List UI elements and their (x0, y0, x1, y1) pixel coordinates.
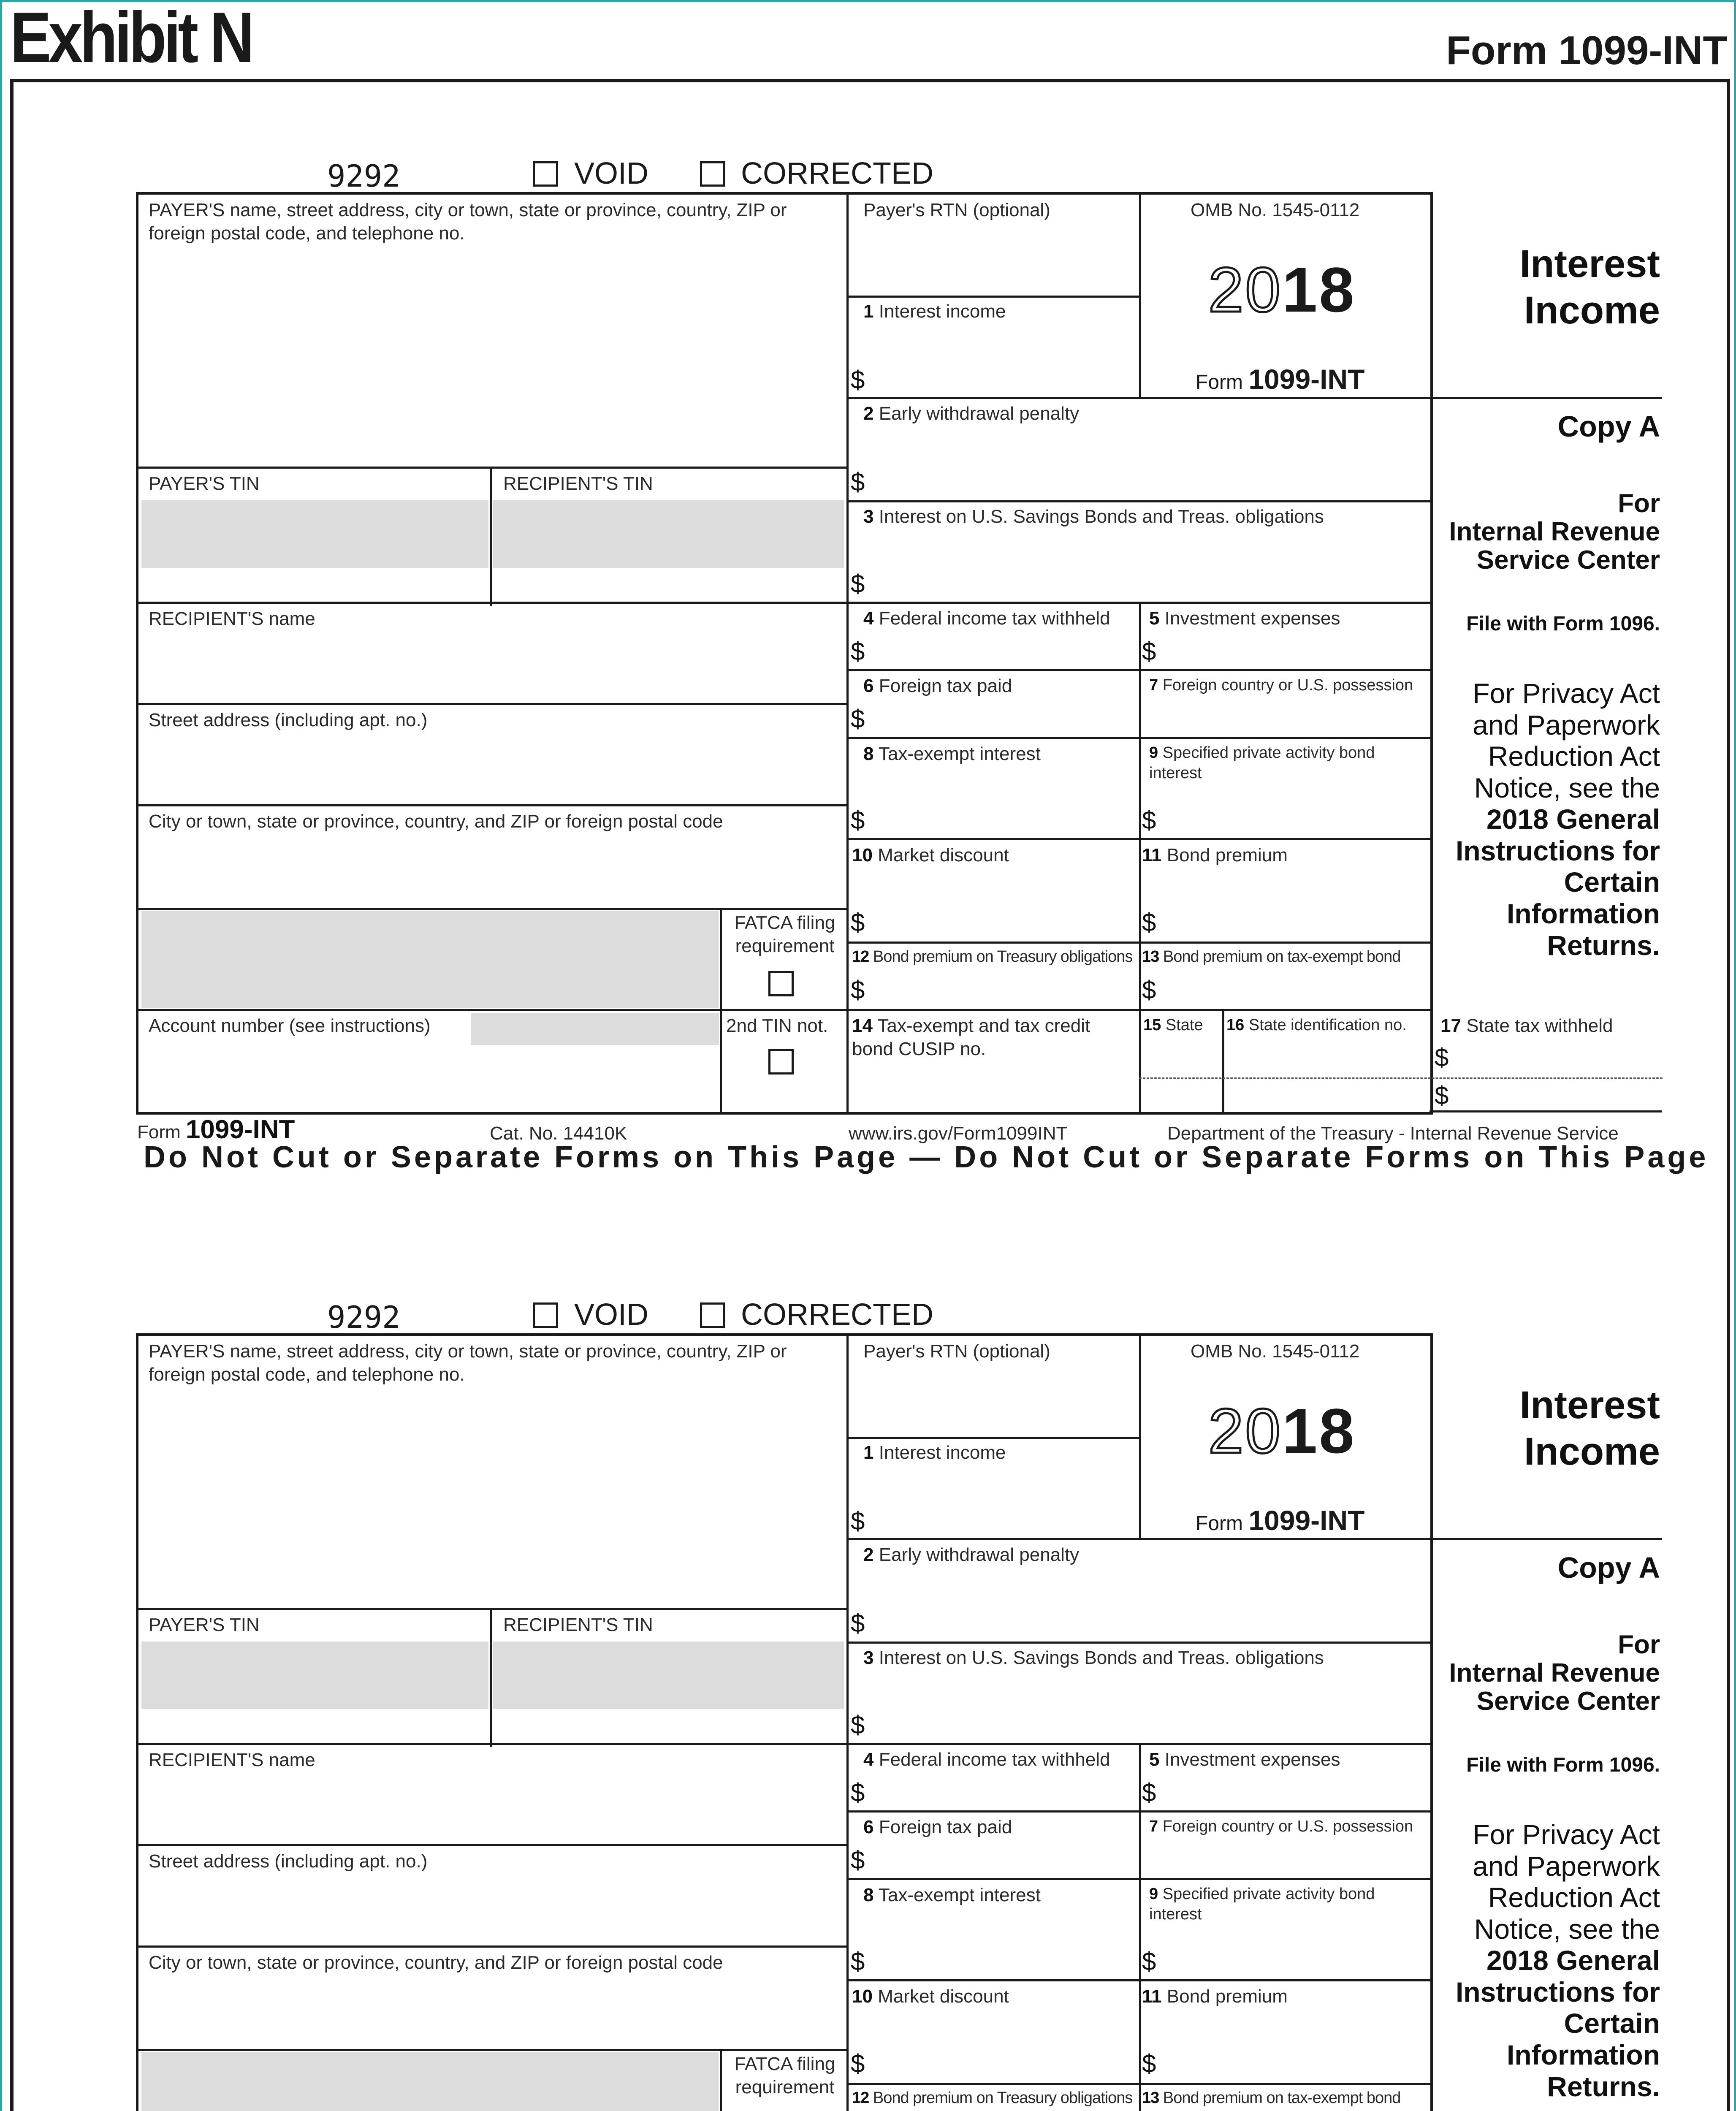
void-checkbox[interactable] (533, 161, 558, 187)
box15-label: 15 State (1143, 1016, 1203, 1034)
rule (1139, 602, 1141, 1115)
unlabeled-shaded-box (141, 2052, 719, 2111)
tax-year: 2018 (1208, 1395, 1356, 1466)
box2-dollar: $ (851, 468, 865, 496)
payer-tin-shade (141, 1642, 488, 1709)
form-title: Interest Income (1519, 1384, 1660, 1473)
box13-dollar: $ (1142, 976, 1156, 1004)
form-code: 9292 (327, 1300, 401, 1335)
fatca-label: FATCA filing requirement (734, 2054, 835, 2097)
footer-form-name: Form 1099-INT (137, 1115, 295, 1144)
box2-label: 2 Early withdrawal penalty (863, 1544, 1080, 1565)
box6-dollar: $ (851, 1846, 865, 1874)
void-label: VOID (574, 1298, 649, 1332)
city-label: City or town, state or province, country, and ZIP or foreign postal code (149, 1952, 723, 1973)
second-tin-label: 2nd TIN not. (726, 1015, 828, 1036)
file-with: File with Form 1096. (1466, 613, 1660, 635)
payer-name-field[interactable] (139, 1407, 842, 1604)
box11-label: 11 Bond premium (1142, 845, 1288, 866)
box10-dollar: $ (851, 2049, 865, 2078)
copy-label: Copy A (1557, 1551, 1660, 1584)
cat-number: Cat. No. 14410K (490, 1123, 627, 1144)
rule (490, 467, 492, 606)
box16-label: 16 State identification no. (1226, 1016, 1407, 1034)
rule (136, 804, 846, 806)
rule (720, 2049, 722, 2111)
file-with: File with Form 1096. (1466, 1754, 1660, 1776)
box5-label: 5 Investment expenses (1149, 608, 1340, 629)
recipient-name-label: RECIPIENT'S name (149, 1750, 315, 1770)
privacy-notice: For Privacy Act and Paperwork Reduction Act Notice, see the 2018 General Instructions for Certain Information Returns. (1455, 1819, 1660, 2102)
form-name-box: Form 1099-INT (1196, 364, 1365, 395)
box6-dollar: $ (851, 705, 865, 733)
box10-label: 10 Market discount (852, 1986, 1009, 2007)
rule (846, 1743, 1433, 1745)
box8-dollar: $ (851, 1947, 865, 1975)
box2-dollar: $ (851, 1609, 865, 1637)
rule (136, 908, 846, 910)
box11-label: 11 Bond premium (1142, 1986, 1288, 2007)
box6-label: 6 Foreign tax paid (863, 1817, 1012, 1837)
rule (1139, 1333, 1141, 1540)
rule (136, 467, 846, 469)
recipient-tin-label: RECIPIENT'S TIN (503, 1614, 653, 1635)
rule (846, 737, 1433, 739)
rule (846, 500, 1433, 502)
copy-label: Copy A (1557, 410, 1660, 443)
rule (1139, 1743, 1141, 2111)
tax-year: 2018 (1208, 254, 1356, 325)
box3-dollar: $ (851, 570, 865, 598)
rule (136, 1608, 846, 1610)
irs-website[interactable]: www.irs.gov/Form1099INT (849, 1123, 1068, 1144)
rule (136, 2049, 846, 2051)
box12-label: 12 Bond premium on Treasury obligations (852, 2089, 1133, 2107)
box13-label: 13 Bond premium on tax-exempt bond (1142, 2089, 1401, 2107)
payer-tin-label: PAYER'S TIN (149, 1614, 260, 1635)
box11-dollar: $ (1142, 908, 1156, 936)
second-tin-checkbox[interactable] (768, 1049, 794, 1074)
omb-number: OMB No. 1545-0112 (1191, 1341, 1360, 1362)
payer-name-label: PAYER'S name, street address, city or town, state or province, country, ZIP or foreign postal code, and telephone no. (149, 200, 787, 244)
rule (846, 296, 1139, 298)
payer-tin-label: PAYER'S TIN (149, 473, 260, 494)
void-label: VOID (574, 157, 649, 190)
rule (846, 942, 1433, 944)
payer-tin-shade (141, 500, 488, 568)
corrected-label: CORRECTED (741, 1298, 934, 1332)
unlabeled-shaded-box (141, 911, 719, 1008)
exhibit-label: Exhibit N (10, 0, 252, 78)
fatca-checkbox[interactable] (768, 971, 794, 996)
box9-dollar: $ (1142, 1947, 1156, 1975)
payer-name-label: PAYER'S name, street address, city or town, state or province, country, ZIP or foreign postal code, and telephone no. (149, 1341, 787, 1385)
box8-label: 8 Tax-exempt interest (863, 1885, 1041, 1905)
rule (490, 1608, 492, 1747)
box17-dollar-1: $ (1435, 1043, 1449, 1072)
box17-dollar-2: $ (1435, 1081, 1449, 1110)
void-checkbox[interactable] (533, 1302, 558, 1328)
corrected-checkbox[interactable] (700, 1302, 725, 1328)
box4-dollar: $ (851, 637, 865, 665)
box4-label: 4 Federal income tax withheld (863, 608, 1110, 629)
box4-label: 4 Federal income tax withheld (863, 1749, 1110, 1770)
rule (846, 397, 1433, 399)
rule (136, 1009, 846, 1011)
rule (136, 602, 846, 604)
rule (1139, 1077, 1663, 1079)
rule (846, 1878, 1433, 1880)
box9-dollar: $ (1142, 806, 1156, 834)
rule (1429, 397, 1662, 399)
fatca-label: FATCA filing requirement (734, 912, 835, 956)
rule (846, 1538, 1433, 1540)
box1-label: 1 Interest income (863, 301, 1006, 322)
box6-label: 6 Foreign tax paid (863, 676, 1012, 696)
department: Department of the Treasury - Internal Revenue Service (1167, 1123, 1619, 1144)
recipient-tin-shade (493, 1642, 844, 1709)
rule (1429, 1110, 1662, 1112)
box17-label: 17 State tax withheld (1440, 1015, 1613, 1036)
rule (136, 1844, 846, 1846)
box12-label: 12 Bond premium on Treasury obligations (852, 948, 1133, 966)
rule (1429, 1538, 1662, 1540)
box10-label: 10 Market discount (852, 845, 1009, 866)
form-header: Form 1099-INT (1446, 28, 1728, 73)
recipient-tin-label: RECIPIENT'S TIN (503, 473, 653, 494)
irs-center: For Internal Revenue Service Center (1449, 489, 1660, 575)
corrected-checkbox[interactable] (700, 161, 725, 187)
rule (846, 192, 849, 1115)
privacy-notice: For Privacy Act and Paperwork Reduction Act Notice, see the 2018 General Instructions for Certain Information Returns. (1455, 678, 1660, 961)
rule (846, 838, 1433, 840)
rule (846, 1979, 1433, 1981)
irs-center: For Internal Revenue Service Center (1449, 1630, 1660, 1716)
box3-label: 3 Interest on U.S. Savings Bonds and Treas. obligations (863, 506, 1324, 527)
box5-dollar: $ (1142, 637, 1156, 665)
box7-label: 7 Foreign country or U.S. possession (1149, 1818, 1413, 1835)
rule (846, 1437, 1139, 1439)
rule (846, 2083, 1433, 2085)
form-title: Interest Income (1519, 242, 1660, 332)
rule (846, 669, 1433, 671)
box8-dollar: $ (851, 806, 865, 834)
rule (846, 1810, 1433, 1813)
rule (846, 1642, 1433, 1644)
box5-label: 5 Investment expenses (1149, 1749, 1340, 1770)
box10-dollar: $ (851, 908, 865, 936)
box9-label: 9 Specified private activity bond interest (1149, 744, 1375, 782)
payer-rtn-label: Payer's RTN (optional) (863, 200, 1050, 220)
account-shade (471, 1013, 719, 1045)
payer-name-field[interactable] (139, 266, 842, 462)
box4-dollar: $ (851, 1778, 865, 1807)
rule (136, 703, 846, 705)
rule (1139, 192, 1141, 399)
rule (1222, 1009, 1224, 1115)
box5-dollar: $ (1142, 1778, 1156, 1807)
recipient-name-label: RECIPIENT'S name (149, 608, 315, 629)
rule (136, 1945, 846, 1948)
box3-label: 3 Interest on U.S. Savings Bonds and Treas. obligations (863, 1647, 1324, 1668)
recipient-tin-shade (493, 500, 844, 568)
box9-label: 9 Specified private activity bond interest (1149, 1885, 1375, 1923)
form-name-box: Form 1099-INT (1196, 1505, 1365, 1536)
box7-label: 7 Foreign country or U.S. possession (1149, 676, 1413, 694)
do-not-cut-notice: Do Not Cut or Separate Forms on This Page — Do Not Cut or Separate Forms on This Page (144, 1140, 1709, 1174)
rule (846, 602, 1433, 604)
box1-label: 1 Interest income (863, 1442, 1006, 1463)
rule (720, 908, 722, 1115)
box3-dollar: $ (851, 1711, 865, 1739)
box1-dollar: $ (851, 366, 865, 394)
payer-rtn-label: Payer's RTN (optional) (863, 1341, 1050, 1362)
street-address-label: Street address (including apt. no.) (149, 1851, 428, 1872)
corrected-label: CORRECTED (741, 157, 934, 190)
form-code: 9292 (327, 158, 401, 194)
city-label: City or town, state or province, country, and ZIP or foreign postal code (149, 811, 723, 832)
box1-dollar: $ (851, 1507, 865, 1535)
rule (846, 1009, 1433, 1011)
form-1099-int (0, 1141, 1736, 2111)
box12-dollar: $ (851, 976, 865, 1004)
rule (846, 1333, 849, 2111)
street-address-label: Street address (including apt. no.) (149, 710, 428, 730)
account-number-label: Account number (see instructions) (149, 1015, 431, 1036)
box2-label: 2 Early withdrawal penalty (863, 403, 1080, 424)
rule (136, 1743, 846, 1745)
box14-label: 14 Tax-exempt and tax credit bond CUSIP no. (852, 1015, 1090, 1059)
omb-number: OMB No. 1545-0112 (1191, 200, 1360, 220)
box11-dollar: $ (1142, 2049, 1156, 2078)
box13-label: 13 Bond premium on tax-exempt bond (1142, 948, 1401, 966)
box8-label: 8 Tax-exempt interest (863, 743, 1041, 764)
